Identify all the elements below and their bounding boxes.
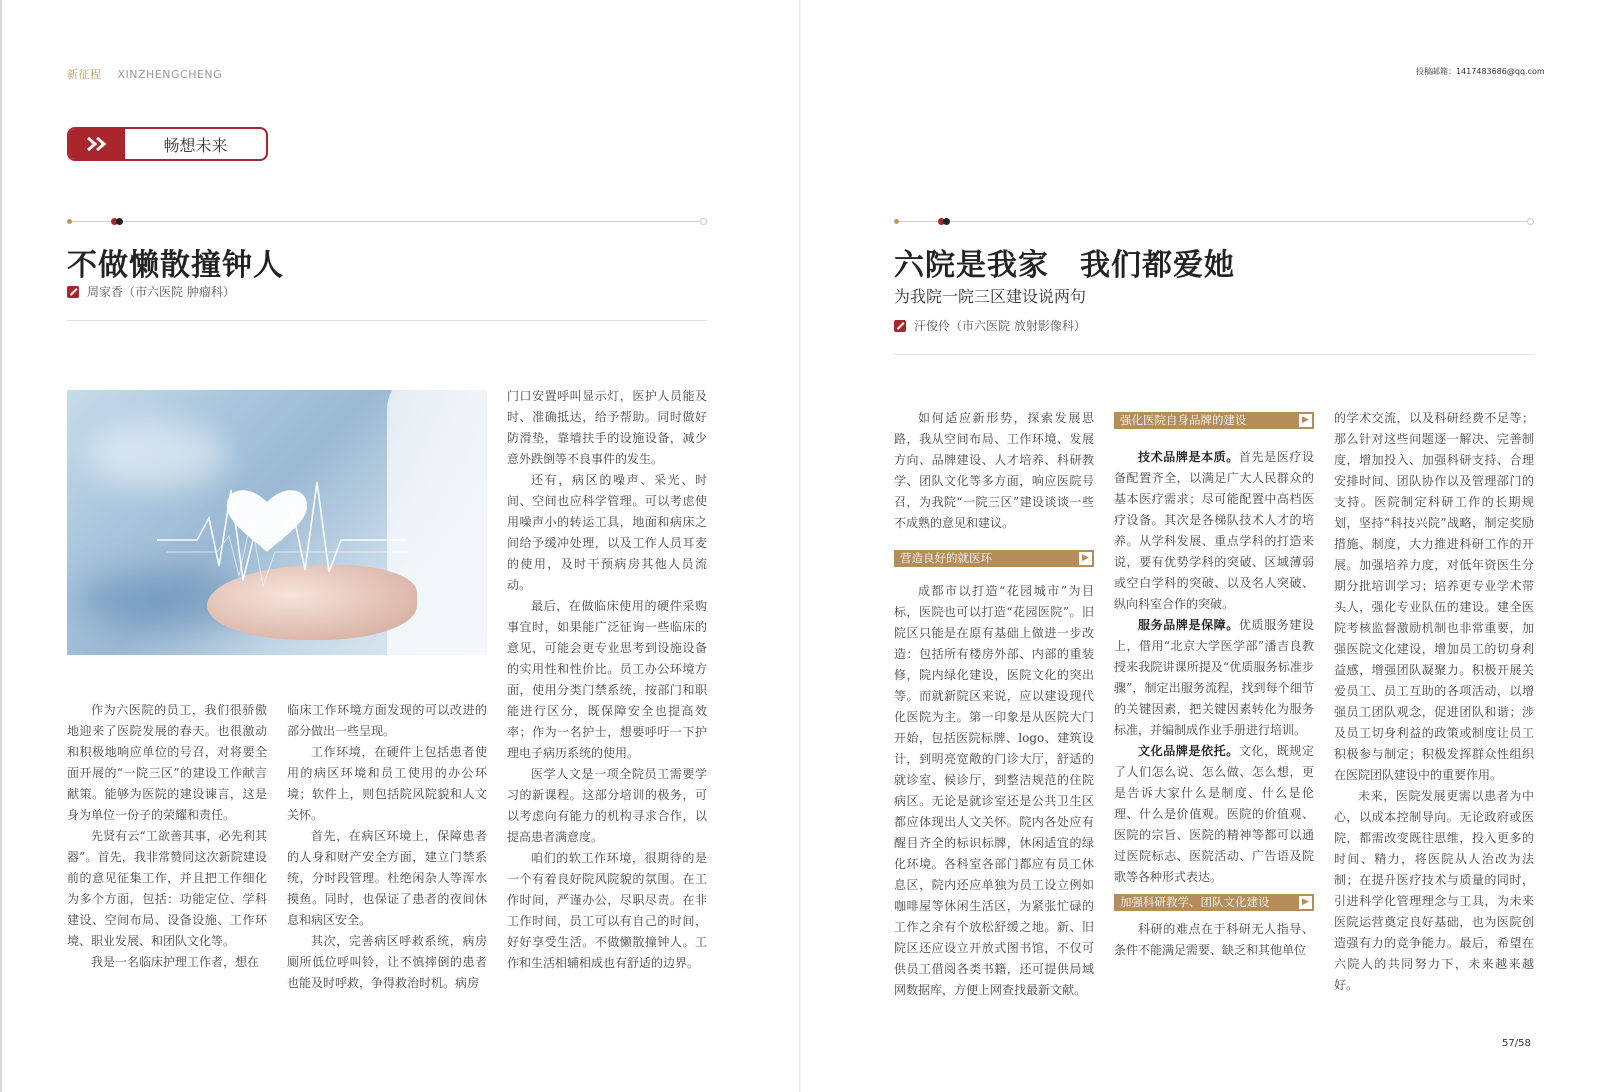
- left-divider: [67, 320, 707, 321]
- subhead-brand: [1114, 412, 1314, 429]
- right-col-2: [1114, 408, 1314, 961]
- paragraph: 临床工作环境方面发现的可以改进的部分做出一些呈现。: [287, 703, 487, 738]
- heartbeat-icon: [67, 390, 487, 655]
- paragraph: 工作环境，在硬件上包括患者使用的病区环境和员工使用的办公环境；软件上，则包括院风院貌和人文关怀。: [287, 745, 487, 822]
- right-rule: [894, 216, 1534, 228]
- paragraph: 文化品牌是依托。文化，既规定了人们怎么说、怎么做、怎么想，更是告诉大家什么是制度、什么是伦理、什么是价值观。医院的价值观、医院的宗旨、医院的精神等都可以通过医院标志、医院活动、广告语及院歌等各种形式表达。: [1114, 744, 1314, 884]
- paragraph: 还有，病区的噪声、采光、时间、空间也应科学管理。可以考虑使用噪声小的转运工具，地面和病床之间给予缓冲处理，以及工作人员耳麦的使用，及时干预病房其他人员流动。: [507, 473, 707, 592]
- right-col-1: [894, 408, 1094, 1001]
- right-col-3: [1334, 408, 1534, 996]
- pen-icon: [894, 320, 906, 332]
- paragraph: 成都市以打造“花园城市”为目标，医院也可以打造“花园医院”。旧院区只能是在原有基础上做进一步改造：包括所有楼房外部、内部的重装修，院内绿化建设，医院文化的突出等。而就新院区来说，应以建设现代化医院为主。第一印象是从医院大门开始，包括医院标牌、logo、建筑设计，到明亮宽敞的门诊大厅，舒适的就诊室、候诊厅，到整洁规范的住院病区。无论是就诊室还是公共卫生区都应体现出人文关怀。院内各处应有醒目齐全的标识标牌，休闲适宜的绿化环境。各科室各部门都应有员工休息区，院内还应单独为员工设立例如咖啡屋等休闲生活区，为紧张忙碌的工作之余有个放松舒缓之地。新、旧院区还应设立开放式图书馆，不仅可供员工借阅各类书籍，还可提供局域网数据库，方便上网查找最新文献。: [894, 584, 1094, 997]
- lead-text: 技术品牌是本质。: [1138, 450, 1239, 464]
- paragraph: 服务品牌是保障。优质服务建设上，借用“北京大学医学部”潘吉良教授来我院讲课所提及“优质服务标准步骤”，制定出服务流程，找到每个细节的关键因素，把关键因素转化为服务标准，并编制成作业手册进行培训。: [1114, 618, 1314, 737]
- right-divider: [894, 354, 1534, 355]
- paragraph: 如何适应新形势，探索发展思路，我从空间布局、工作环境、发展方向、品牌建设、人才培养、科研教学、团队文化等多方面，响应医院号召，为我院“一院三区”建设谈谈一些不成熟的意见和建议。: [894, 411, 1094, 530]
- right-article-subtitle: 为我院一院三区建设说两句: [894, 287, 1087, 306]
- left-col-2: [287, 700, 487, 994]
- paragraph: 门口安置呼叫显示灯，医护人员能及时、准确抵达，给予帮助。同时做好防滑垫，靠墙扶手的设施设备，减少意外跌倒等不良事件的发生。: [507, 389, 707, 466]
- masthead-en: XINZHENGCHENG: [117, 68, 223, 81]
- submission-email: 投稿邮箱：1417483686@qq.com: [1416, 67, 1545, 76]
- arrow-right-icon: ▶: [1299, 414, 1312, 427]
- paragraph: 医学人文是一项全院员工需要学习的新课程。这部分培训的极务，可以考虑向有能力的机构寻求合作，以提高患者满意度。: [507, 767, 707, 844]
- left-article-title: 不做懒散撞钟人: [67, 248, 284, 283]
- masthead: [67, 66, 222, 82]
- paragraph: 未来，医院发展更需以患者为中心，以成本控制导向。无论政府或医院，都需改变既往思维，投入更多的时间、精力，将医院从人治改为法制；在提升医疗技术与质量的同时，引进科学化管理理念与工具，为未来医院运营奠定良好基础，也为医院创造强有力的竞争能力。最后，希望在六院人的共同努力下，未来越来越好。: [1334, 789, 1534, 992]
- arrow-right-icon: ▶: [1079, 552, 1092, 565]
- paragraph: 咱们的软工作环境，很期待的是一个有着良好院风院貌的氛围。在工作时间，严谨办公，尽职尽责。在非工作时间，员工可以有自己的时间，好好享受生活。不做懒散撞钟人。工作和生活相辅相成也有舒适的边界。: [507, 851, 707, 970]
- left-rule: [67, 216, 707, 228]
- article-photo: [67, 390, 487, 655]
- paragraph: 技术品牌是本质。首先是医疗设备配置齐全，以满足广大人民群众的基本医疗需求；尽可能配置中高档医疗设备。其次是各梯队技术人才的培养。从学科发展、重点学科的打造来说，要有优势学科的突破、区域薄弱或空白学科的突破、以及名人突破、纵向科室合作的突破。: [1114, 450, 1314, 611]
- subhead-label: 强化医院自身品牌的建设: [1120, 413, 1247, 427]
- spine-fold: [799, 0, 801, 1092]
- paragraph: 作为六医院的员工，我们很骄傲地迎来了医院发展的春天。也很激动和积极地响应单位的号召，对将要全面开展的“一院三区”的建设工作献言献策。能够为医院的建设谏言，这是身为单位一份子的荣耀和责任。: [67, 703, 267, 822]
- lead-text: 服务品牌是保障。: [1138, 618, 1239, 632]
- right-article-title: 六院是我家 我们都爱她: [894, 248, 1235, 283]
- section-label: 畅想未来: [163, 135, 228, 155]
- subhead-label: 营造良好的就医环: [900, 551, 992, 565]
- page-edge: [0, 0, 2, 1092]
- paragraph: 的学术交流，以及科研经费不足等；那么针对这些问题逐一解决、完善制度，增加投入、加强科研支持、合理安排时间、团队协作以及管理部门的支持。医院制定科研工作的长期规划，坚持“科技兴院”战略，制定奖励措施、制度，大力推进科研工作的开展。加强培养力度，对低年资医生分期分批培训学习；培养更专业学术带头人，强化专业队伍的建设。建全医院考核监督激励机制也非常重要，加强医院文化建设，增加员工的切身利益感，增强团队凝聚力。积极开展关爱员工、员工互助的各项活动，以增强员工团队观念，促进团队和谐；涉及员工切身利益的政策或制度让员工积极参与制定；积极发挥群众性组织在医院团队建设中的重要作用。: [1334, 411, 1534, 782]
- paragraph: 其次，完善病区呼救系统，病房厕所低位呼叫铃，让不慎摔倒的患者也能及时呼救，争得救治时机。病房: [287, 934, 487, 990]
- pen-icon: [67, 286, 79, 298]
- double-chevron-icon: [69, 129, 125, 159]
- right-byline-text: 汗俊伶（市六医院 放射影像科）: [914, 319, 1086, 333]
- paragraph: 我是一名临床护理工作者，想在: [91, 955, 260, 969]
- subhead-label: 加强科研教学、团队文化建设: [1120, 895, 1270, 909]
- paragraph: 先贤有云“工欲善其事，必先利其器”。首先，我非常赞同这次新院建设前的意见征集工作，并且把工作细化为多个方面，包括：功能定位、学科建设、空间布局、设备设施、工作环境、职业发展、和团队文化等。: [67, 829, 267, 948]
- paragraph: 首先，在病区环境上，保障患者的人身和财产安全方面，建立门禁系统，分时段管理。杜绝闲杂人等浑水摸鱼。同时，也保证了患者的夜间休息和病区安全。: [287, 829, 487, 927]
- left-col-1: [67, 700, 267, 973]
- subhead-environment: [894, 550, 1094, 567]
- masthead-cn: 新征程: [67, 68, 102, 81]
- right-byline: [894, 317, 1086, 334]
- left-byline-text: 周家香（市六医院 肿瘤科）: [87, 285, 235, 299]
- paragraph: 科研的难点在于科研无人指导、条件不能满足需要、缺乏和其他单位: [1114, 922, 1314, 957]
- paragraph: 最后，在做临床使用的硬件采购事宜时，如果能广泛征询一些临床的意见，可能会更专业思考到设施设备的实用性和性价比。员工办公环境方面，使用分类门禁系统，按部门和职能进行区分，既保障安全也提高效率；作为一名护士，想要呼吁一下护理电子病历系统的使用。: [507, 599, 707, 760]
- lead-text: 文化品牌是依托。: [1138, 744, 1239, 758]
- left-col-3: [507, 386, 707, 974]
- subhead-research: [1114, 894, 1314, 911]
- section-tab: [67, 127, 268, 161]
- left-byline: [67, 283, 235, 300]
- arrow-right-icon: ▶: [1299, 896, 1312, 909]
- page-number: 57/58: [1502, 1038, 1531, 1049]
